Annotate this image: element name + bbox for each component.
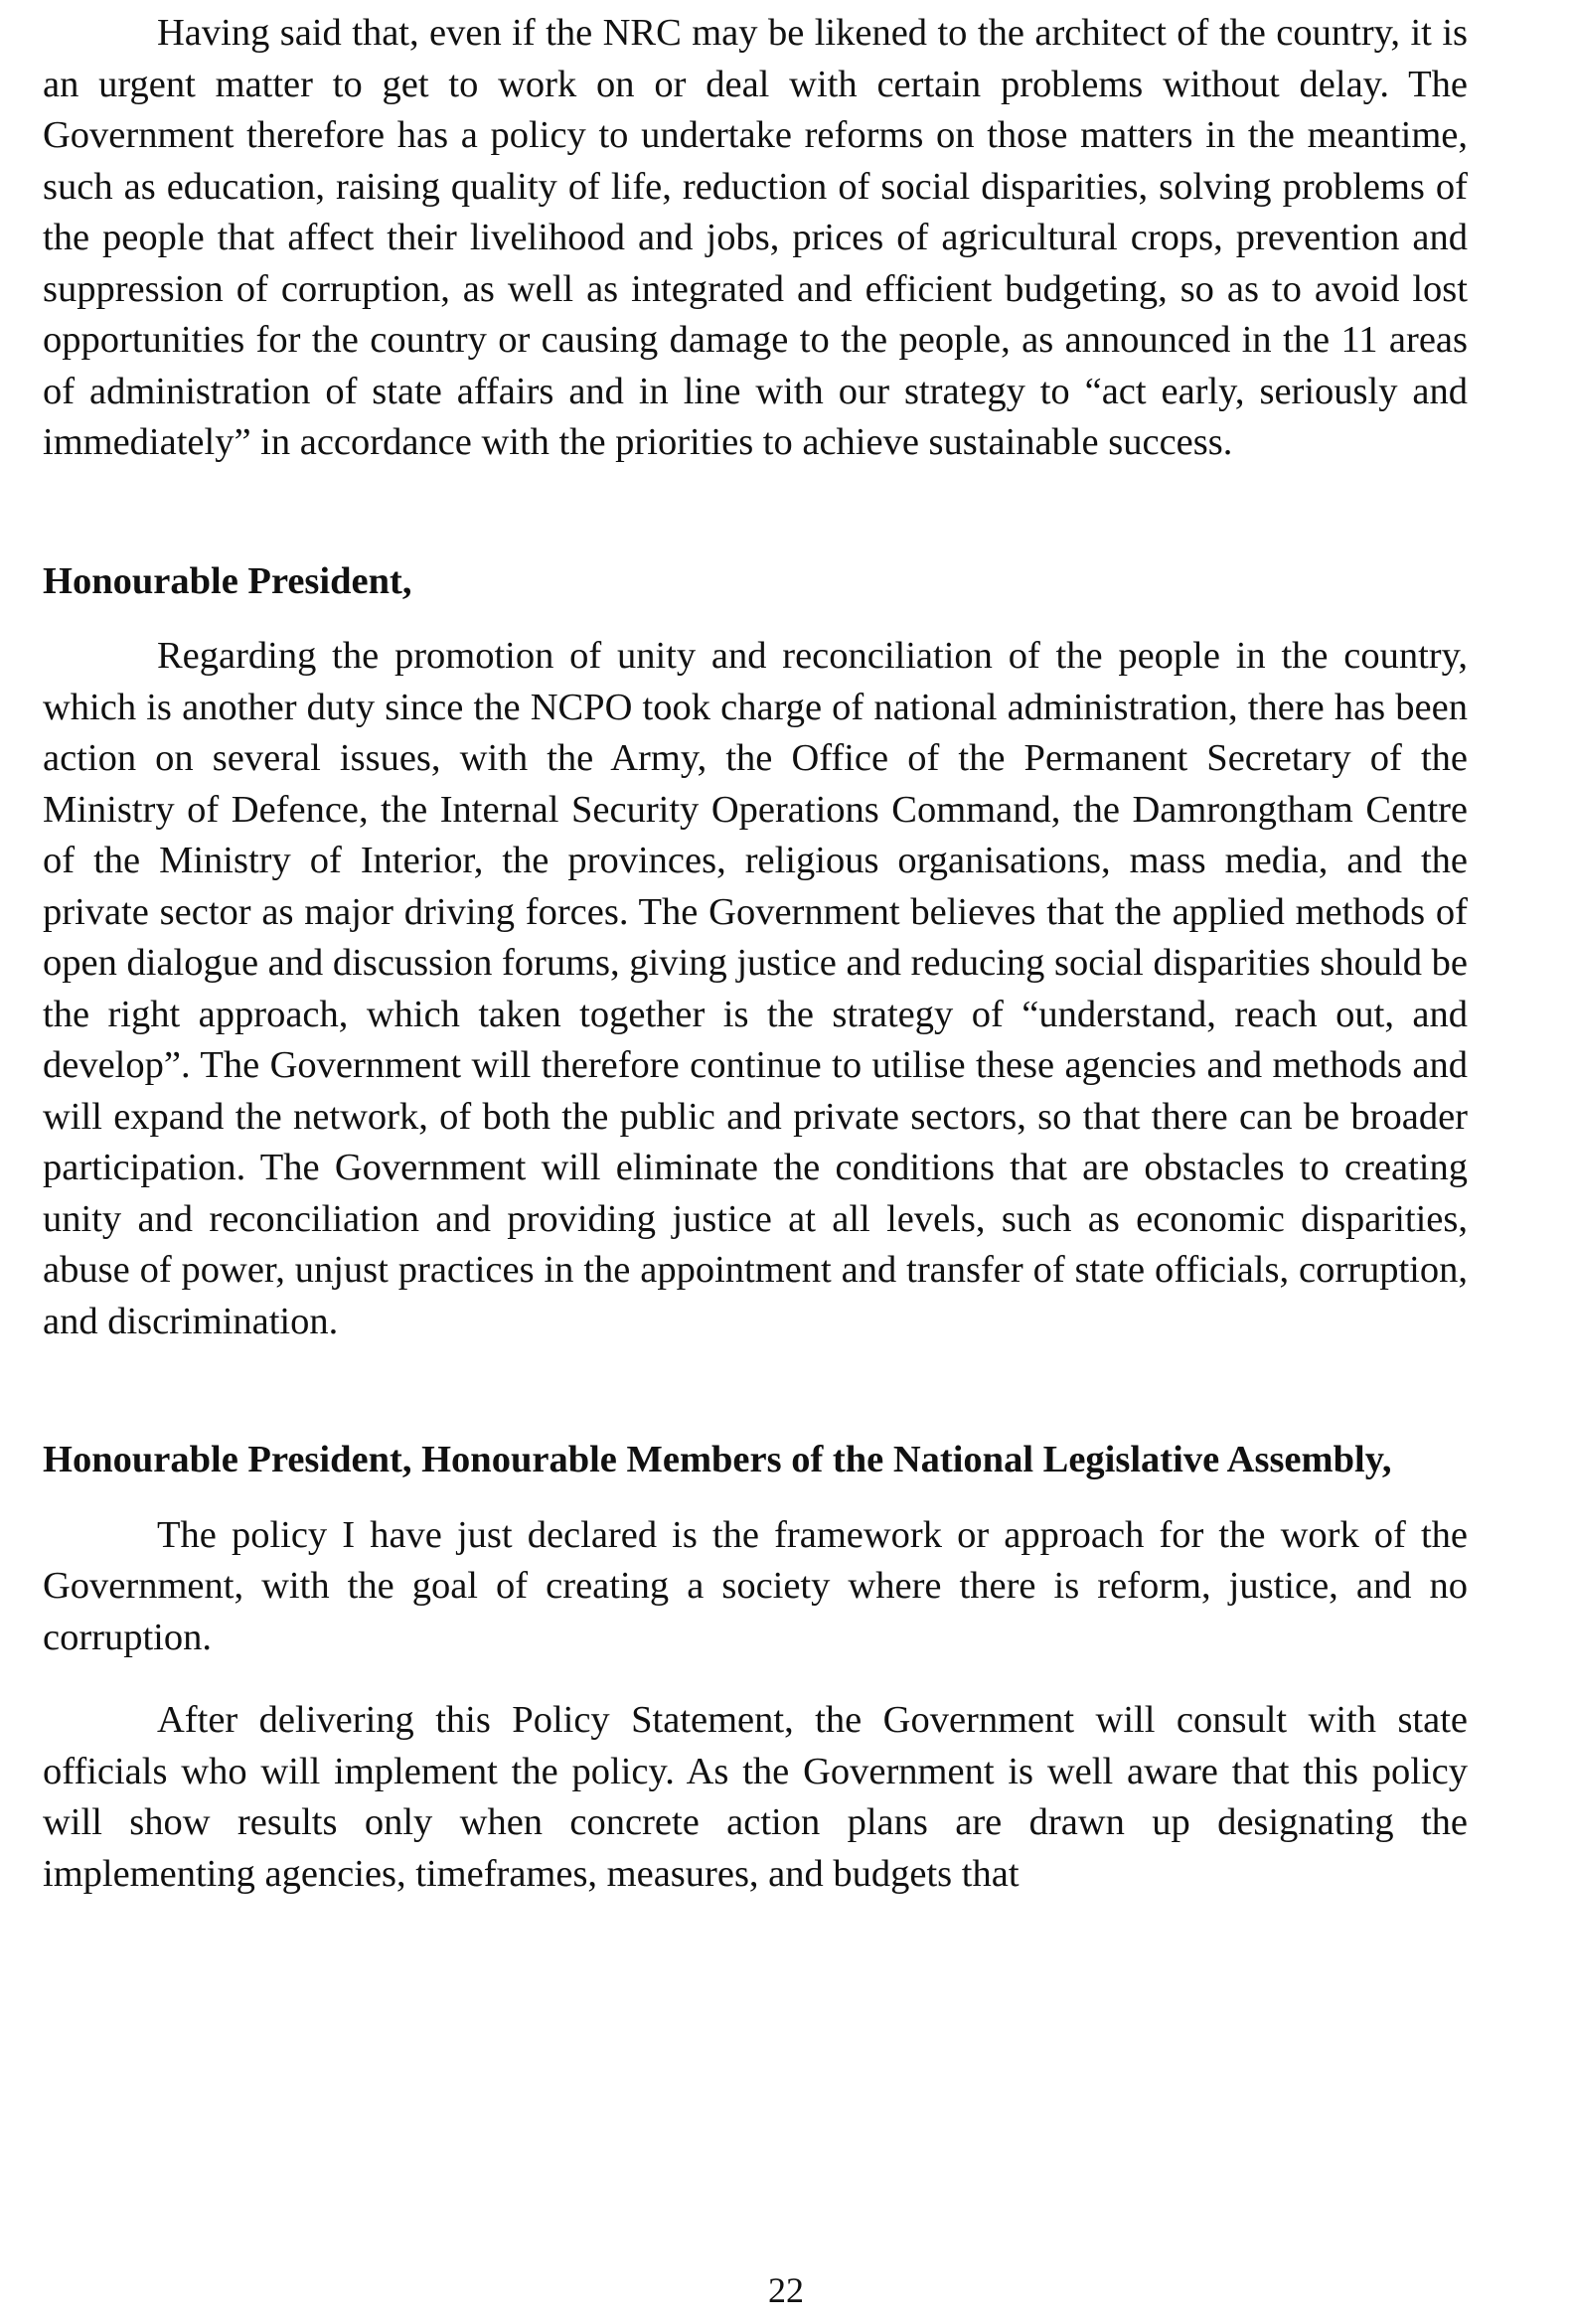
page-number: 22 bbox=[768, 2270, 804, 2310]
section-spacer bbox=[43, 469, 1468, 556]
salutation-heading: Honourable President, bbox=[43, 559, 412, 602]
document-body bbox=[43, 8, 1468, 1900]
paragraph-spacer bbox=[43, 1663, 1468, 1695]
paragraph-policy-framework: The policy I have just declared is the framework or approach for the work of the Government, with the goal of creating a society where there is reform, justice, and no corruption. bbox=[43, 1513, 1468, 1658]
salutation-heading: Honourable President, Honourable Members of the National Legislative Assembly, bbox=[43, 1439, 1392, 1480]
paragraph-unity-reconciliation: Regarding the promotion of unity and reconciliation of the people in the country, which is another duty since the NCPO took charge of national administration, there has been action on several issues, with the Army, the Office of the Permanent Secretary of the Ministry of Defence, the Internal Security Operations Command, the Damrongtham Centre of the Ministry of Interior, the provinces, religious organisations, mass media, and the private sector as major driving forces. The Government believes that the applied methods of open dialogue and discussion forums, giving justice and reducing social disparities should be the right approach, which taken together is the strategy of “understand, reach out, and develop”. The Government will therefore continue to utilise these agencies and methods and will expand the network, of both the public and private sectors, so that there can be broader participation. The Government will eliminate the conditions that are obstacles to creating unity and reconciliation and providing justice at all levels, such as economic disparities, abuse of power, unjust practices in the appointment and transfer of state officials, corruption, and discrimination. bbox=[43, 635, 1468, 1342]
paragraph-nrc-reforms: Having said that, even if the NRC may be likened to the architect of the country, it is an urgent matter to get to work on or deal with certain problems without delay. The Government therefore has a policy to undertake reforms on those matters in the meantime, such as education, raising quality of life, reduction of social disparities, solving problems of the people that affect their livelihood and jobs, prices of agricultural crops, prevention and suppression of corruption, as well as integrated and efficient budgeting, so as to avoid lost opportunities for the country or causing damage to the people, as announced in the 11 areas of administration of state affairs and in line with our strategy to “act early, seriously and immediately” in accordance with the priorities to achieve sustainable success. bbox=[43, 12, 1468, 463]
heading-spacer bbox=[43, 607, 1468, 631]
section-spacer bbox=[43, 1347, 1468, 1435]
heading-spacer bbox=[43, 1486, 1468, 1510]
paragraph-implementation: After delivering this Policy Statement, the Government will consult with state officials who will implement the policy. As the Government is well aware that this policy will show results only when concrete action plans are drawn up designating the implementing agencies, timeframes, measures, and budgets that bbox=[43, 1699, 1468, 1895]
